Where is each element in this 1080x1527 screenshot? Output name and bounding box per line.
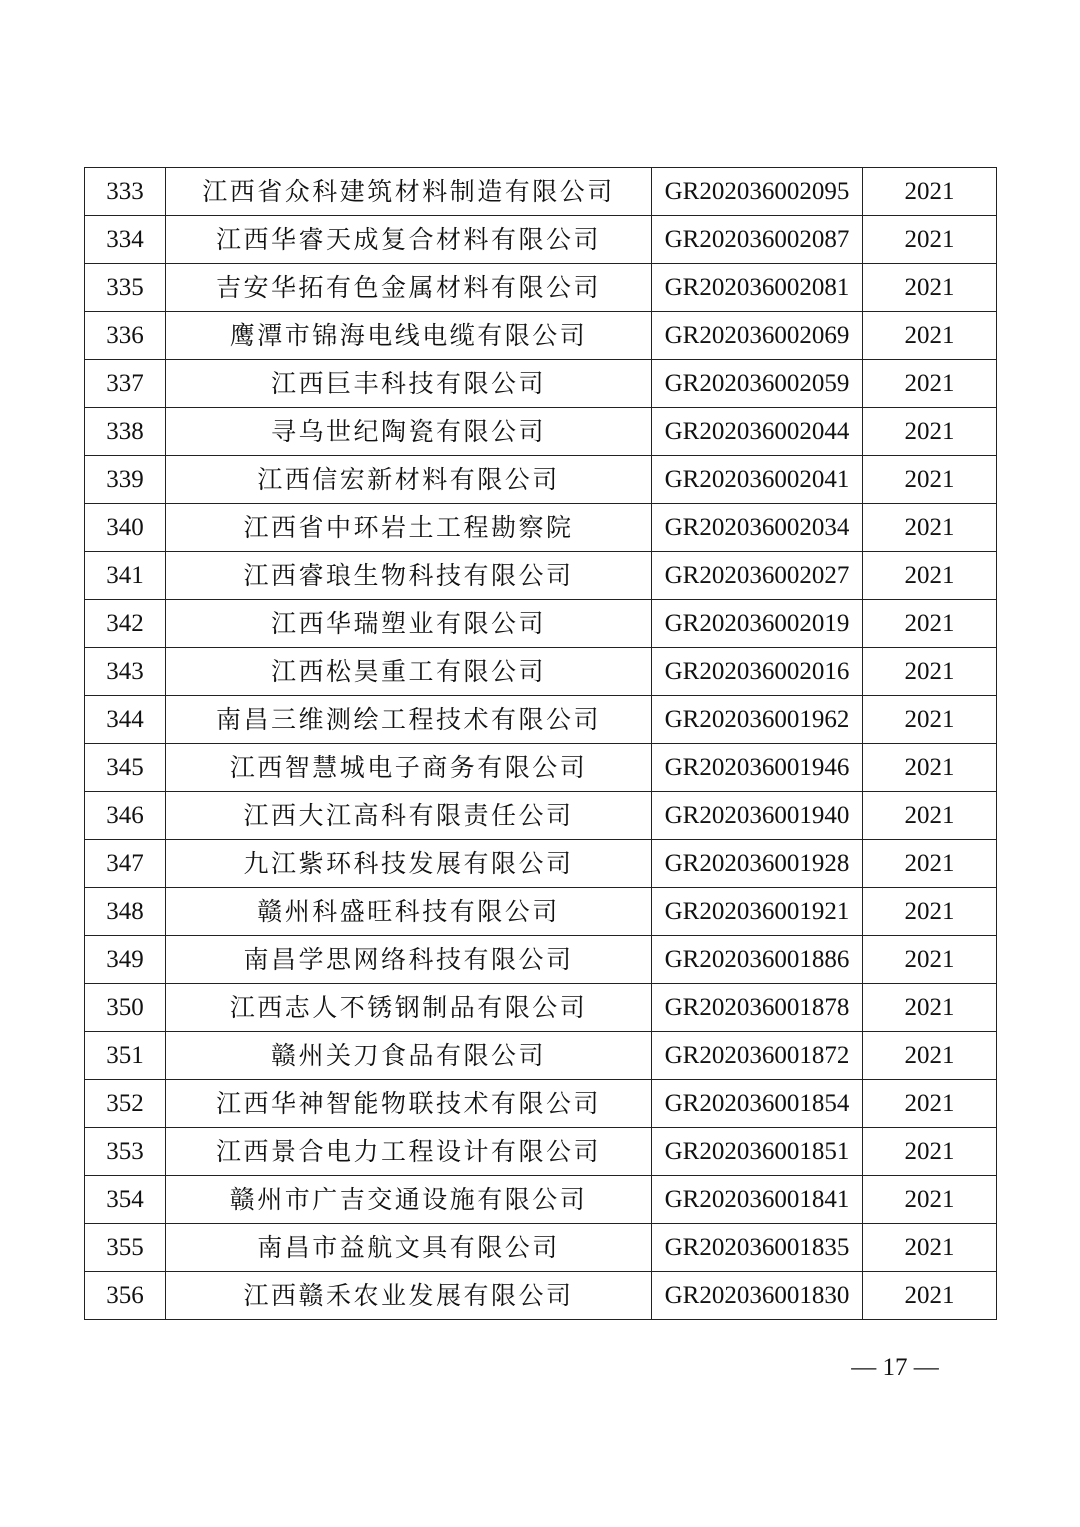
company-name: 鹰潭市锦海电线电缆有限公司	[166, 312, 652, 360]
certificate-code: GR202036002019	[652, 600, 863, 648]
company-name: 南昌市益航文具有限公司	[166, 1224, 652, 1272]
company-name: 寻乌世纪陶瓷有限公司	[166, 408, 652, 456]
year: 2021	[863, 552, 997, 600]
company-name: 江西省众科建筑材料制造有限公司	[166, 168, 652, 216]
row-number: 355	[85, 1224, 166, 1272]
company-name: 江西省中环岩土工程勘察院	[166, 504, 652, 552]
year: 2021	[863, 600, 997, 648]
company-name: 江西华睿天成复合材料有限公司	[166, 216, 652, 264]
row-number: 338	[85, 408, 166, 456]
table-row	[85, 312, 997, 360]
table-row	[85, 456, 997, 504]
company-name: 赣州关刀食品有限公司	[166, 1032, 652, 1080]
row-number: 342	[85, 600, 166, 648]
company-name: 江西华瑞塑业有限公司	[166, 600, 652, 648]
certificate-code: GR202036002016	[652, 648, 863, 696]
table-row	[85, 264, 997, 312]
company-name: 江西华神智能物联技术有限公司	[166, 1080, 652, 1128]
certificate-code: GR202036002081	[652, 264, 863, 312]
row-number: 337	[85, 360, 166, 408]
table-row	[85, 360, 997, 408]
row-number: 352	[85, 1080, 166, 1128]
table-row	[85, 408, 997, 456]
certificate-code: GR202036001878	[652, 984, 863, 1032]
row-number: 353	[85, 1128, 166, 1176]
company-name: 江西巨丰科技有限公司	[166, 360, 652, 408]
company-name: 吉安华拓有色金属材料有限公司	[166, 264, 652, 312]
row-number: 351	[85, 1032, 166, 1080]
table-row	[85, 696, 997, 744]
year: 2021	[863, 1176, 997, 1224]
company-name: 江西智慧城电子商务有限公司	[166, 744, 652, 792]
table-row	[85, 168, 997, 216]
year: 2021	[863, 840, 997, 888]
year: 2021	[863, 216, 997, 264]
row-number: 336	[85, 312, 166, 360]
table-row	[85, 744, 997, 792]
year: 2021	[863, 696, 997, 744]
year: 2021	[863, 1080, 997, 1128]
certificate-code: GR202036001946	[652, 744, 863, 792]
company-name: 南昌学思网络科技有限公司	[166, 936, 652, 984]
certificate-code: GR202036001962	[652, 696, 863, 744]
certificate-code: GR202036001835	[652, 1224, 863, 1272]
year: 2021	[863, 504, 997, 552]
page-number: — 17 —	[851, 1354, 939, 1381]
table-row	[85, 1224, 997, 1272]
certificate-code: GR202036002095	[652, 168, 863, 216]
company-name: 江西松昊重工有限公司	[166, 648, 652, 696]
year: 2021	[863, 936, 997, 984]
table-row	[85, 552, 997, 600]
row-number: 339	[85, 456, 166, 504]
year: 2021	[863, 984, 997, 1032]
certificate-code: GR202036001830	[652, 1272, 863, 1320]
year: 2021	[863, 168, 997, 216]
certificate-code: GR202036002069	[652, 312, 863, 360]
company-name: 南昌三维测绘工程技术有限公司	[166, 696, 652, 744]
company-name: 江西景合电力工程设计有限公司	[166, 1128, 652, 1176]
year: 2021	[863, 408, 997, 456]
company-name: 江西睿琅生物科技有限公司	[166, 552, 652, 600]
certificate-code: GR202036002027	[652, 552, 863, 600]
company-table-body	[85, 168, 997, 1320]
certificate-code: GR202036002087	[652, 216, 863, 264]
row-number: 350	[85, 984, 166, 1032]
row-number: 345	[85, 744, 166, 792]
year: 2021	[863, 360, 997, 408]
row-number: 347	[85, 840, 166, 888]
certificate-code: GR202036001928	[652, 840, 863, 888]
year: 2021	[863, 888, 997, 936]
company-name: 九江紫环科技发展有限公司	[166, 840, 652, 888]
certificate-code: GR202036002041	[652, 456, 863, 504]
table-row	[85, 888, 997, 936]
row-number: 340	[85, 504, 166, 552]
table-row	[85, 1080, 997, 1128]
table-row	[85, 936, 997, 984]
row-number: 333	[85, 168, 166, 216]
year: 2021	[863, 648, 997, 696]
certificate-code: GR202036002034	[652, 504, 863, 552]
table-row	[85, 840, 997, 888]
row-number: 346	[85, 792, 166, 840]
row-number: 334	[85, 216, 166, 264]
row-number: 335	[85, 264, 166, 312]
certificate-code: GR202036001940	[652, 792, 863, 840]
table-row	[85, 792, 997, 840]
certificate-code: GR202036001872	[652, 1032, 863, 1080]
company-name: 赣州科盛旺科技有限公司	[166, 888, 652, 936]
certificate-code: GR202036001921	[652, 888, 863, 936]
certificate-code: GR202036001886	[652, 936, 863, 984]
year: 2021	[863, 1128, 997, 1176]
row-number: 348	[85, 888, 166, 936]
table-row	[85, 984, 997, 1032]
certificate-code: GR202036002044	[652, 408, 863, 456]
company-name: 赣州市广吉交通设施有限公司	[166, 1176, 652, 1224]
row-number: 354	[85, 1176, 166, 1224]
row-number: 341	[85, 552, 166, 600]
company-name: 江西大江高科有限责任公司	[166, 792, 652, 840]
row-number: 349	[85, 936, 166, 984]
table-row	[85, 216, 997, 264]
year: 2021	[863, 264, 997, 312]
table-row	[85, 1272, 997, 1320]
year: 2021	[863, 792, 997, 840]
table-row	[85, 1032, 997, 1080]
company-table	[84, 167, 997, 1320]
year: 2021	[863, 456, 997, 504]
row-number: 343	[85, 648, 166, 696]
table-row	[85, 1128, 997, 1176]
year: 2021	[863, 312, 997, 360]
year: 2021	[863, 1032, 997, 1080]
table-row	[85, 1176, 997, 1224]
table-row	[85, 504, 997, 552]
company-name: 江西志人不锈钢制品有限公司	[166, 984, 652, 1032]
certificate-code: GR202036001841	[652, 1176, 863, 1224]
company-name: 江西信宏新材料有限公司	[166, 456, 652, 504]
certificate-code: GR202036002059	[652, 360, 863, 408]
row-number: 356	[85, 1272, 166, 1320]
year: 2021	[863, 1272, 997, 1320]
table-row	[85, 648, 997, 696]
table-row	[85, 600, 997, 648]
company-name: 江西赣禾农业发展有限公司	[166, 1272, 652, 1320]
row-number: 344	[85, 696, 166, 744]
certificate-code: GR202036001854	[652, 1080, 863, 1128]
certificate-code: GR202036001851	[652, 1128, 863, 1176]
year: 2021	[863, 744, 997, 792]
year: 2021	[863, 1224, 997, 1272]
